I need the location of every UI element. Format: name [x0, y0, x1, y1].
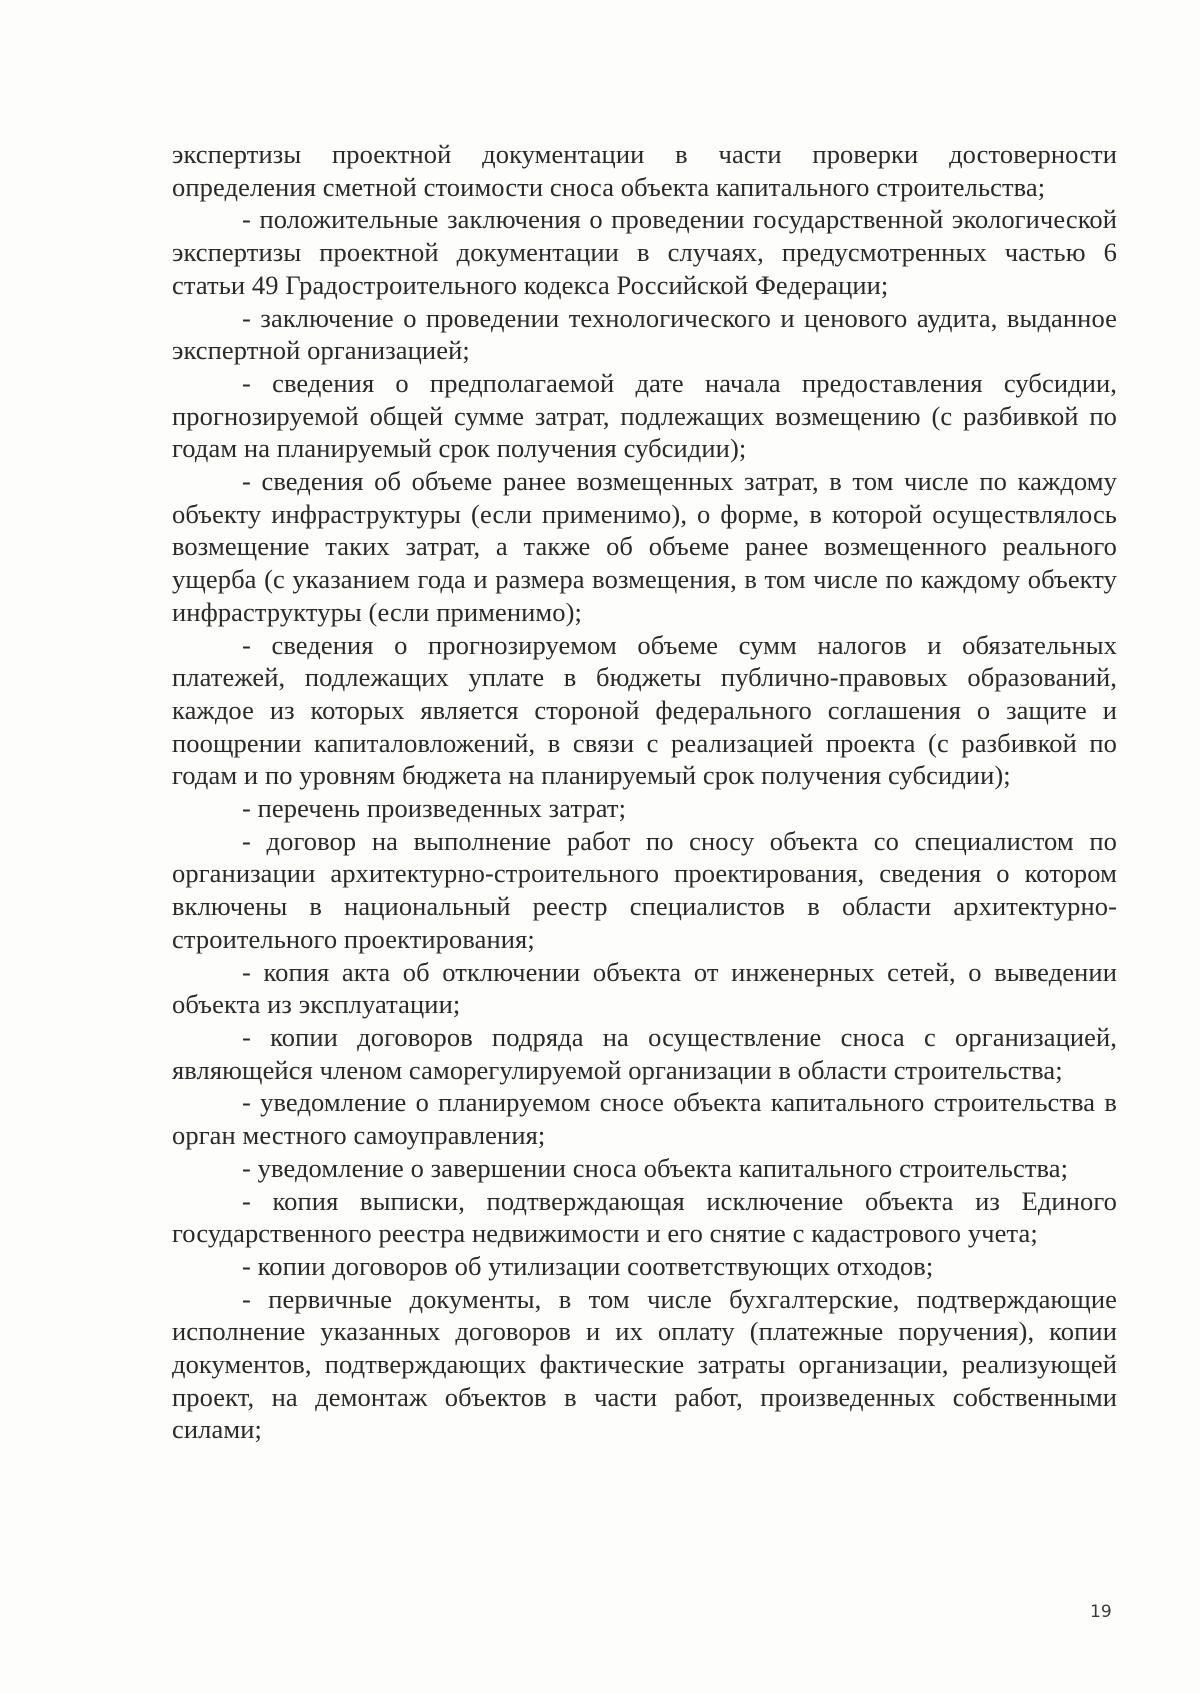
- list-item: - уведомление о завершении сноса объекта капитального строительства;: [242, 1152, 1069, 1183]
- list-item: - положительные заключения о проведении государственной экологической экспертизы проектной документации в случаях, предусмотренных частью 6 статьи 49 Градостроительного кодекса Российской Федерации;: [172, 204, 1117, 300]
- list-item: - перечень произведенных затрат;: [242, 793, 627, 824]
- document-body: [172, 138, 1117, 1446]
- list-item: - первичные документы, в том числе бухгалтерские, подтверждающие исполнение указанных договоров и их оплату (платежные поручения), копии документов, подтверждающих фактические затраты организации, реализующей проект, на демонтаж объектов в части работ, произведенных собственными силами;: [172, 1283, 1117, 1445]
- list-item: - сведения о прогнозируемом объеме сумм налогов и обязательных платежей, подлежащих уплате в бюджеты публично-правовых образований, каждое из которых является стороной федерального соглашения о защите и поощрении капиталовложений, в связи с реализацией проекта (с разбивкой по годам и по уровням бюджета на планируемый срок получения субсидии);: [172, 629, 1117, 791]
- list-item: - уведомление о планируемом сносе объекта капитального строительства в орган местного самоуправления;: [172, 1087, 1117, 1151]
- list-item: - копии договоров об утилизации соответствующих отходов;: [242, 1250, 934, 1281]
- list-item: - копия акта об отключении объекта от инженерных сетей, о выведении объекта из эксплуатации;: [172, 956, 1117, 1020]
- list-item: - сведения о предполагаемой дате начала предоставления субсидии, прогнозируемой общей сумме затрат, подлежащих возмещению (с разбивкой по годам на планируемый срок получения субсидии);: [172, 367, 1117, 464]
- list-item: - заключение о проведении технологического и ценового аудита, выданное экспертной организацией;: [172, 302, 1117, 366]
- page-number: 19: [1090, 1602, 1112, 1622]
- list-item: - копии договоров подряда на осуществление сноса с организацией, являющейся членом саморегулируемой организации в области строительства;: [172, 1021, 1117, 1085]
- list-item: - договор на выполнение работ по сносу объекта со специалистом по организации архитектурно-строительного проектирования, сведения о котором включены в национальный реестр специалистов в области архитектурно-строительного проектирования;: [172, 825, 1117, 954]
- paragraph: экспертизы проектной документации в части проверки достоверности определения сметной стоимости сноса объекта капитального строительства;: [172, 139, 1117, 202]
- list-item: - сведения об объеме ранее возмещенных затрат, в том числе по каждому объекту инфраструктуры (если применимо), о форме, в которой осуществлялось возмещение таких затрат, а также об объеме ранее возмещенного реального ущерба (с указанием года и размера возмещения, в том числе по каждому объекту инфраструктуры (если применимо);: [172, 466, 1117, 627]
- list-item: - копия выписки, подтверждающая исключение объекта из Единого государственного реестра недвижимости и его снятие с кадастрового учета;: [172, 1185, 1117, 1249]
